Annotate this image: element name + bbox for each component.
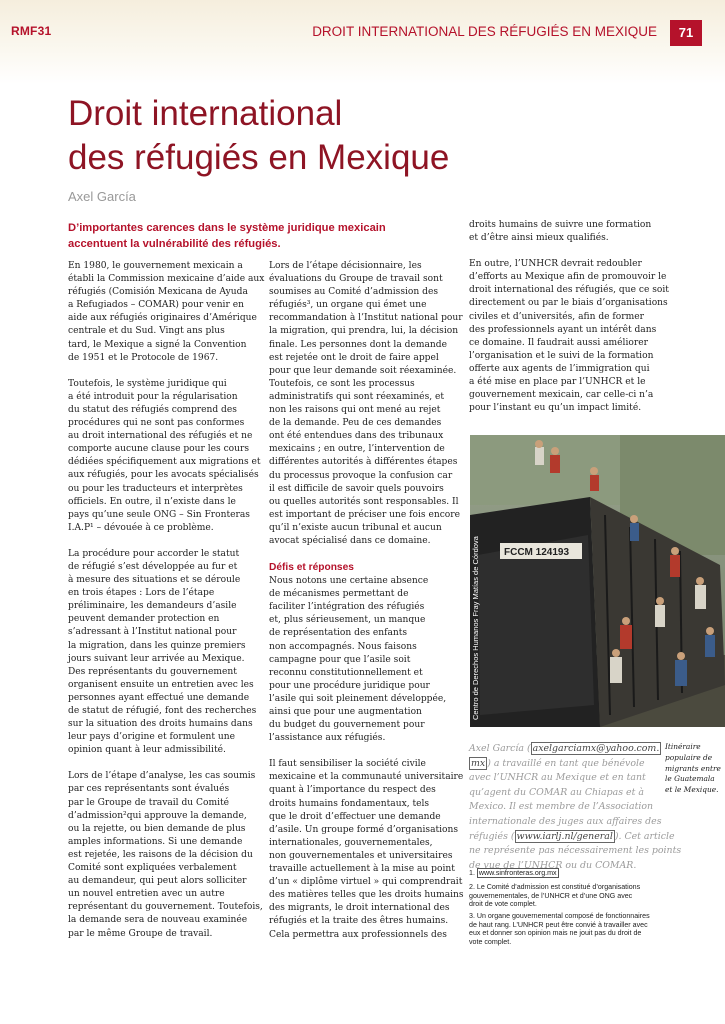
column-2-part-2 — [269, 575, 464, 942]
text-line: ou pour les traducteurs et interprètes — [68, 483, 243, 494]
text-line: tard, le Mexique a signé la Convention — [68, 339, 247, 350]
caption-line: le Guatemala — [665, 774, 715, 784]
text-line: a été introduit pour la régularisation — [68, 391, 238, 402]
text-line: directement ou par le biais d’organisations — [469, 298, 668, 309]
footnote-line: de haut rang. L’UNHCR peut être convié à travailler avec — [469, 920, 648, 929]
text-line: peuvent demander protection en — [68, 614, 220, 625]
text-line: non gouvernementales et universitaires — [269, 850, 453, 861]
text-line: pour que leur demande soit réexaminée. — [269, 365, 457, 376]
title-line: des réfugiés en Mexique — [68, 138, 450, 177]
footnote-line: 3. Un organe gouvernemental composé de fonctionnaires — [469, 912, 650, 920]
footnote-line: eux et donner son opinion mais ne jouit pas du droit de — [469, 929, 642, 938]
text-line: leur pays d’origine et formulent une — [68, 732, 236, 743]
text-line: Lors de l’étape d’analyse, les cas soumis — [68, 771, 256, 782]
text-line: pour une procédure juridique pour — [269, 680, 430, 691]
section-heading: Défis et réponses — [269, 562, 354, 574]
footnote-3 — [469, 912, 659, 946]
text-line: représentant du gouvernement. Toutefois, — [68, 902, 263, 913]
text-line: sur la situation des droits humains dans — [68, 719, 253, 730]
text-line: internationales, gouvernementales, — [269, 837, 433, 848]
text-line: et, plus sérieusement, un manque — [269, 615, 426, 626]
text-line: s’adressant à l’Institut national pour — [68, 627, 237, 638]
text-line: mexicaine et la communauté universitaire — [269, 772, 464, 783]
bio-name: Axel García — [469, 743, 524, 754]
text-line: comporte aucune clause pour les cours — [68, 444, 250, 455]
text-line: ainsi que pour une augmentation — [269, 707, 422, 717]
text-line: Toutefois, le système juridique qui — [68, 378, 227, 389]
text-line: l’organisation et le suivi de la formation — [469, 350, 654, 361]
sinfronteras-link[interactable]: www.sinfronteras.org.mx — [478, 869, 557, 877]
text-line: Toutefois, ce sont les processus — [269, 378, 415, 389]
text-line: pour l’instant eu qu’un impact limité. — [469, 403, 642, 414]
text-line: I.A.P¹ – dévouée à ce problème. — [68, 522, 214, 533]
text-line: réfugiés (Comisión Mexicana de Ayuda — [68, 287, 248, 298]
text-line: qu’il n’existe aucun tribunal et aucun — [269, 522, 442, 533]
text-line: dédiées spécifiquement aux migrations et — [68, 457, 261, 468]
text-line: opinion quant à leur admissibilité. — [68, 745, 226, 756]
article-lead — [68, 220, 453, 252]
text-line: administratifs qui sont réexaminés, et — [269, 391, 445, 402]
text-line: de mécanismes permettant de — [269, 589, 409, 600]
footnote-line: droit de vote complet. — [469, 900, 537, 909]
text-line: personnes ayant effectué une demande — [68, 692, 250, 703]
text-line: ou quelles autorités sont responsables. Il — [269, 496, 459, 507]
text-line: à mesure des situations et se déroule — [68, 575, 241, 586]
text-line: ou la rejette, ou bien demande de plus — [68, 823, 246, 834]
text-line: reconnu constitutionnellement et — [269, 667, 423, 678]
text-line: des professionnels ayant un intérêt dans — [469, 324, 657, 335]
text-line: non accompagnés. Nous faisons — [269, 641, 417, 652]
caption-line: et le Mexique. — [665, 785, 719, 795]
text-line: offerte aux agents de l’immigration qui — [469, 363, 650, 374]
footnote-line: vote complet. — [469, 937, 512, 946]
text-line: de représentation des enfants — [269, 628, 408, 639]
iarlj-link[interactable]: www.iarlj.nl/general — [516, 830, 613, 842]
text-line: non les raisons qui ont mené au rejet — [269, 405, 441, 416]
text-line: La procédure pour accorder le statut — [68, 548, 240, 559]
text-line: l’assistance aux réfugiés. — [269, 733, 386, 744]
photo-illustration — [470, 435, 725, 727]
text-line: procédures qui ne sont pas conformes — [68, 418, 245, 429]
bio-line: qu’agent du COMAR au Chiapas et à — [469, 786, 644, 798]
text-line: centrale et du Sud. Vingt ans plus — [68, 326, 225, 337]
text-line: de la demande. Peu de ces demandes — [269, 418, 442, 429]
body-column-3 — [469, 219, 669, 415]
text-line: gouvernement mexicain, car celle-ci n’a — [469, 390, 654, 401]
text-line: quant à l’importance du respect des — [269, 785, 436, 796]
running-title: DROIT INTERNATIONAL DES RÉFUGIÉS EN MEXIQUE — [312, 24, 657, 39]
text-line: a Refugiados – COMAR) pour venir en — [68, 300, 244, 311]
bio-line: réfugiés ( — [469, 830, 515, 842]
text-line: réfugiés et la traite des êtres humains. — [269, 916, 449, 927]
text-line: d’efforts au Mexique afin de promouvoir le — [469, 272, 667, 283]
text-line: est rejetée ont le droit de faire appel — [269, 352, 439, 363]
text-line: préliminaire, les demandeurs d’asile — [68, 601, 237, 612]
text-line: établi la Commission mexicaine d’aide aux — [68, 274, 265, 285]
text-line: de statut de réfugié, font des recherches — [68, 706, 257, 716]
text-line: pays qu’une seule ONG – Sin Fronteras — [68, 509, 250, 520]
footnote-2 — [469, 883, 659, 909]
text-line: d’asile. Un groupe formé d’organisations — [269, 824, 459, 835]
text-line: est rejetée, les raisons de la décision du — [68, 849, 253, 860]
text-line: d’un « diplôme virtuel » qui comprendrait — [269, 877, 463, 888]
author-bio: Axel García ( axelgarciamx@yahoo.com. mx ) a travaillé en tant que bénévole avec l’UNHCR au Mexique et en tant qu’agent du COMAR au Chiapas et à Mexico. Il est membre de l’Association internationale des juges aux affaires des réfugiés ( www.iarlj.nl/general ). Cet article ne représente pas nécessairement les points de vue de l’UNHCR ou du COMAR. — [469, 742, 659, 873]
text-line: recommandation à l’Institut national pour — [269, 313, 463, 324]
spacer — [269, 548, 459, 561]
text-line: civiles et d’universités, afin de former — [469, 311, 644, 322]
text-line: Il faut sensibiliser la société civile — [269, 759, 426, 770]
article-title — [68, 92, 668, 180]
text-line: travaille actuellement à la mise au point — [269, 864, 455, 875]
bio-line: internationale des juges aux affaires des — [469, 815, 662, 827]
paragraph-gap — [68, 535, 258, 548]
text-line: Lors de l’étape décisionnaire, les — [269, 261, 422, 271]
page-number: 71 — [670, 20, 702, 46]
text-line: d’admission²qui approuve la demande, — [68, 810, 247, 821]
text-line: réfugiés³, un organe qui émet une — [269, 300, 427, 311]
text-line: au droit international des réfugiés et ne — [68, 431, 253, 442]
text-line: par le Groupe de travail du Comité — [68, 797, 230, 808]
text-line: de réfugié s’est développée au fur et — [68, 561, 238, 572]
text-line: avocat spécialisé dans ce domaine. — [269, 535, 431, 546]
text-line: des matières telles que les droits humains — [269, 890, 464, 901]
footnote-line: 2. Le Comité d’admission est constitué d’organisations — [469, 883, 641, 891]
text-line: Cela permettra aux professionnels des — [269, 929, 447, 940]
train-marking: FCCM 124193 — [504, 547, 570, 558]
header-band — [0, 0, 725, 84]
text-line: la demande sera de nouveau examinée — [68, 915, 248, 926]
text-line: un nouvel entretien avec un autre — [68, 889, 225, 900]
footnote-number: 1. — [469, 869, 475, 877]
text-line: aide aux réfugiés originaires d’Amérique — [68, 313, 257, 324]
migrants-train-photo — [470, 435, 725, 727]
text-line: organisent ensuite un entretien avec les — [68, 679, 254, 690]
bio-line: ). Cet article — [614, 830, 675, 842]
text-line: la migration, qui prendra, lui, la décision — [269, 326, 459, 337]
text-line: Des représentants du gouvernement — [68, 666, 237, 677]
text-line: aux réfugiés, pour les avocats spécialisés — [68, 470, 259, 481]
text-line: Comité sont expliquées verbalement — [68, 863, 237, 874]
text-line: ce domaine. Il faudrait aussi améliorer — [469, 337, 648, 348]
text-line: a été mise en place par l’UNHCR et le — [469, 377, 646, 388]
text-line: il est difficile de savoir quels pouvoirs — [269, 483, 444, 494]
body-column-1 — [68, 260, 265, 941]
photo-caption — [665, 742, 725, 796]
text-line: par le même Groupe de travail. — [68, 928, 213, 939]
bio-line: a travaillé en tant que bénévole — [493, 757, 645, 769]
lead-line: D’importantes carences dans le système juridique mexicain — [68, 222, 386, 234]
text-line: campagne pour que l’asile soit — [269, 654, 411, 665]
text-line: est important de préciser une fois encore — [269, 509, 461, 520]
text-line: faciliter l’intégration des réfugiés — [269, 602, 425, 613]
text-line: droits humains fondamentaux, tels — [269, 798, 430, 809]
text-line: finale. Les personnes dont la demande — [269, 339, 447, 350]
text-line: que le droit d’effectuer une demande — [269, 811, 441, 822]
paragraph-gap — [68, 365, 258, 378]
paragraph-gap — [68, 757, 258, 770]
article-author: Axel García — [68, 189, 136, 204]
footnote-1 — [469, 869, 659, 878]
text-line: la migration, dans les quinze premiers — [68, 640, 246, 651]
caption-line: migrants entre — [665, 763, 721, 773]
text-line: au demandeur, qui peut alors solliciter — [68, 876, 247, 887]
text-line: par ces représentants sont évalués — [68, 784, 230, 795]
text-line: et d’être ainsi mieux qualifiés. — [469, 233, 609, 244]
text-line: En 1980, le gouvernement mexicain a — [68, 261, 243, 271]
credit-line: Centro de Derechos Humanos Fray Matías de Córdova — [471, 536, 480, 720]
email-link-cont[interactable]: mx — [471, 757, 486, 769]
footnote-line: gouvernementales, de l’UNHCR et d’une ONG avec — [469, 891, 633, 900]
credit-line: Juan de Dios García Davish/ — [462, 624, 471, 720]
photo-credit — [462, 536, 480, 720]
lead-line: accentuent la vulnérabilité des réfugiés. — [68, 238, 281, 250]
text-line: du budget du gouvernement pour — [269, 720, 425, 731]
text-line: Nous notons une certaine absence — [269, 576, 429, 587]
paragraph-gap — [469, 245, 659, 258]
caption-line: populaire de — [665, 752, 713, 762]
body-column-2 — [269, 260, 464, 942]
text-line: ont été entendues dans des tribunaux — [269, 431, 444, 442]
bio-line: ne représente pas nécessairement les points — [469, 845, 682, 857]
email-link[interactable]: axelgarciamx@yahoo.com. — [532, 743, 660, 754]
text-line: En outre, l’UNHCR devrait redoubler — [469, 259, 642, 270]
text-line: évaluations du Groupe de travail sont — [269, 274, 443, 285]
bio-line: avec l’UNHCR au Mexique et en tant — [469, 772, 646, 784]
title-line: Droit international — [68, 94, 343, 133]
column-2-part-1 — [269, 260, 463, 548]
text-line: des migrants, le droit international des — [269, 903, 450, 914]
text-line: en trois étapes : Lors de l’étape — [68, 588, 215, 599]
text-line: différentes autorités à différentes étapes — [269, 457, 458, 468]
text-line: droit international des réfugiés, que ce soit — [469, 285, 669, 296]
bio-line: de vue de l’UNHCR ou du COMAR. — [469, 859, 637, 871]
text-line: du statut des réfugiés comprend des — [68, 404, 237, 415]
text-line: amples informations. Si une demande — [68, 836, 243, 847]
text-line: soumises au Comité d’admission des — [269, 287, 439, 298]
text-line: l’asile qui soit pleinement développée, — [269, 693, 447, 704]
text-line: du processus provoque la confusion car — [269, 470, 453, 481]
text-line: droits humains de suivre une formation — [469, 220, 652, 230]
text-line: officiels. En outre, il n’existe dans le — [68, 496, 236, 507]
bio-line: Mexico. Il est membre de l’Association — [469, 801, 654, 813]
caption-line: Itinéraire — [665, 742, 701, 751]
text-line: mexicains ; en outre, l’intervention de — [269, 444, 445, 455]
text-line: jours suivant leur arrivée au Mexique. — [68, 653, 245, 664]
journal-issue: RMF31 — [11, 24, 52, 38]
paragraph-gap — [269, 745, 459, 758]
text-line: de 1951 et le Protocole de 1967. — [68, 352, 219, 363]
